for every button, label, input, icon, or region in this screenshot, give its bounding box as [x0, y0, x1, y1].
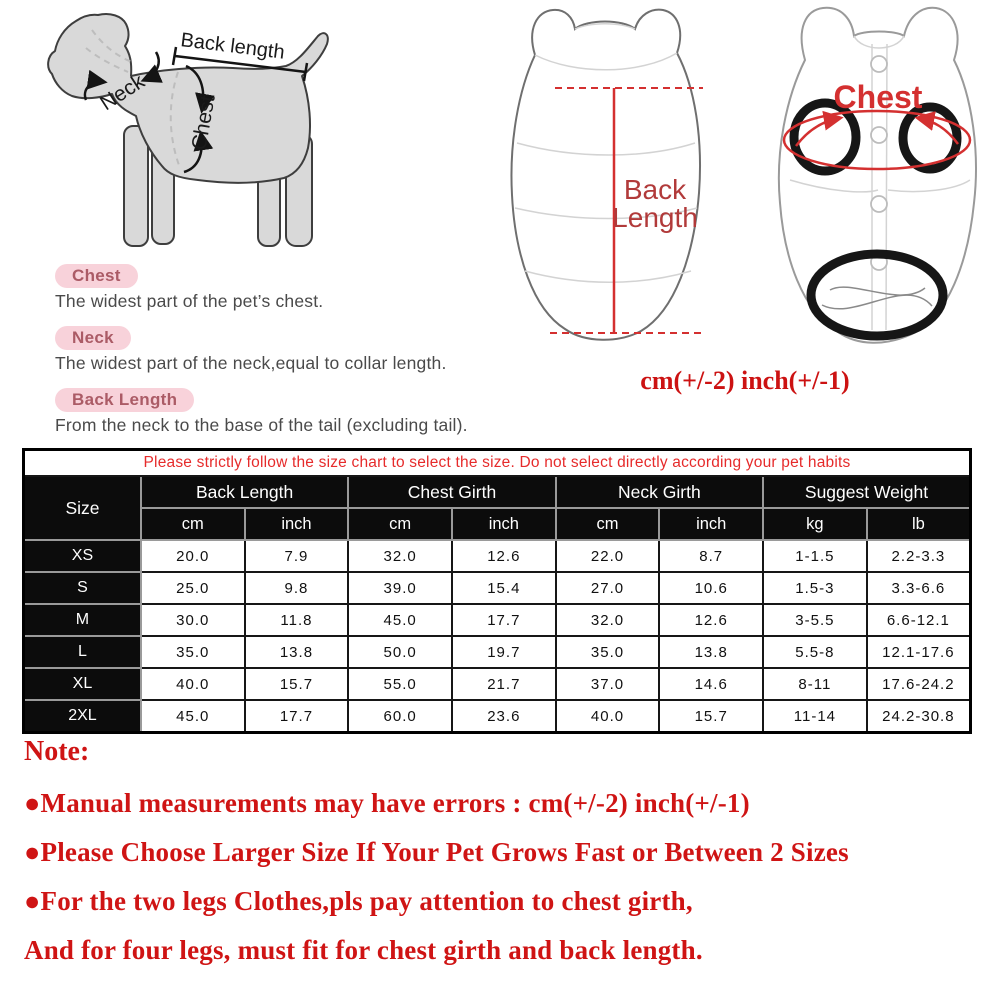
- value-cell: 40.0: [556, 700, 660, 733]
- value-cell: 60.0: [348, 700, 452, 733]
- unit-header: cm: [141, 508, 245, 540]
- vest-back-length-label-line1: Back: [623, 174, 687, 205]
- value-cell: 3-5.5: [763, 604, 867, 636]
- dog-neck-label: Neck: [96, 69, 149, 116]
- size-cell: 2XL: [24, 700, 141, 733]
- notes-section: [24, 736, 984, 964]
- table-row: [24, 636, 971, 668]
- size-cell: S: [24, 572, 141, 604]
- size-table-section: [22, 448, 972, 734]
- column-group-header: Back Length: [141, 476, 348, 508]
- notes-title: Note:: [24, 736, 90, 767]
- value-cell: 11.8: [245, 604, 349, 636]
- note-item: ●Please Choose Larger Size If Your Pet Grows Fast or Between 2 Sizes: [24, 837, 849, 867]
- unit-header-row: [24, 508, 971, 540]
- table-row: [24, 604, 971, 636]
- column-group-header: Neck Girth: [556, 476, 763, 508]
- table-row: [24, 668, 971, 700]
- unit-header: kg: [763, 508, 867, 540]
- unit-header: inch: [659, 508, 763, 540]
- value-cell: 15.4: [452, 572, 556, 604]
- value-cell: 2.2-3.3: [867, 540, 971, 572]
- unit-header: cm: [556, 508, 660, 540]
- value-cell: 8-11: [763, 668, 867, 700]
- value-cell: 12.1-17.6: [867, 636, 971, 668]
- table-row: [24, 540, 971, 572]
- value-cell: 8.7: [659, 540, 763, 572]
- note-item: And for four legs, must fit for chest girth and back length.: [24, 935, 703, 965]
- value-cell: 32.0: [348, 540, 452, 572]
- group-header-row: [24, 476, 971, 508]
- value-cell: 55.0: [348, 668, 452, 700]
- value-cell: 37.0: [556, 668, 660, 700]
- value-cell: 6.6-12.1: [867, 604, 971, 636]
- unit-header: inch: [452, 508, 556, 540]
- vest-front-view-diagram: [760, 0, 1000, 350]
- size-cell: XL: [24, 668, 141, 700]
- value-cell: 17.7: [245, 700, 349, 733]
- value-cell: 21.7: [452, 668, 556, 700]
- value-cell: 13.8: [245, 636, 349, 668]
- definition-neck: [55, 326, 485, 374]
- size-cell: M: [24, 604, 141, 636]
- tolerance-note: cm(+/-2) inch(+/-1): [640, 366, 850, 395]
- value-cell: 12.6: [659, 604, 763, 636]
- column-group-header: Chest Girth: [348, 476, 555, 508]
- value-cell: 45.0: [348, 604, 452, 636]
- back-length-term-pill: Back Length: [55, 388, 194, 412]
- value-cell: 39.0: [348, 572, 452, 604]
- dog-back-length-label: Back length: [179, 29, 286, 64]
- table-row: [24, 572, 971, 604]
- value-cell: 11-14: [763, 700, 867, 733]
- vest-back-length-label-line2: Length: [612, 202, 698, 233]
- chest-term-description: The widest part of the pet’s chest.: [55, 291, 324, 311]
- value-cell: 25.0: [141, 572, 245, 604]
- note-item: ●For the two legs Clothes,pls pay attention to chest girth,: [24, 886, 693, 916]
- value-cell: 35.0: [556, 636, 660, 668]
- value-cell: 45.0: [141, 700, 245, 733]
- value-cell: 15.7: [245, 668, 349, 700]
- value-cell: 7.9: [245, 540, 349, 572]
- size-column-header: Size: [24, 476, 141, 540]
- value-cell: 1-1.5: [763, 540, 867, 572]
- size-cell: L: [24, 636, 141, 668]
- value-cell: 17.7: [452, 604, 556, 636]
- value-cell: 40.0: [141, 668, 245, 700]
- vest-back-view-diagram: [495, 3, 715, 353]
- table-row: [24, 700, 971, 733]
- value-cell: 50.0: [348, 636, 452, 668]
- value-cell: 5.5-8: [763, 636, 867, 668]
- neck-term-pill: Neck: [55, 326, 131, 350]
- measurement-definitions: [55, 264, 485, 450]
- value-cell: 3.3-6.6: [867, 572, 971, 604]
- definition-back-length: [55, 388, 485, 436]
- value-cell: 15.7: [659, 700, 763, 733]
- value-cell: 1.5-3: [763, 572, 867, 604]
- value-cell: 20.0: [141, 540, 245, 572]
- value-cell: 19.7: [452, 636, 556, 668]
- notice-row: [24, 450, 971, 477]
- value-cell: 27.0: [556, 572, 660, 604]
- unit-header: cm: [348, 508, 452, 540]
- value-cell: 13.8: [659, 636, 763, 668]
- size-cell: XS: [24, 540, 141, 572]
- chest-term-pill: Chest: [55, 264, 138, 288]
- value-cell: 17.6-24.2: [867, 668, 971, 700]
- vest-chest-label: Chest: [833, 79, 923, 115]
- value-cell: 12.6: [452, 540, 556, 572]
- value-cell: 30.0: [141, 604, 245, 636]
- column-group-header: Suggest Weight: [763, 476, 970, 508]
- dog-chest-label: Chest: [187, 93, 220, 152]
- notes-items: [24, 789, 984, 964]
- dog-measurement-diagram: [28, 10, 368, 270]
- definition-chest: [55, 264, 485, 312]
- unit-header: lb: [867, 508, 971, 540]
- neck-term-description: The widest part of the neck,equal to collar length.: [55, 353, 447, 373]
- value-cell: 35.0: [141, 636, 245, 668]
- value-cell: 22.0: [556, 540, 660, 572]
- value-cell: 23.6: [452, 700, 556, 733]
- value-cell: 9.8: [245, 572, 349, 604]
- note-item: ●Manual measurements may have errors : cm(+/-2) inch(+/-1): [24, 788, 750, 818]
- size-chart-notice: Please strictly follow the size chart to select the size. Do not select directly according your pet habits: [24, 450, 971, 477]
- back-length-term-description: From the neck to the base of the tail (excluding tail).: [55, 415, 468, 435]
- size-table: [22, 448, 972, 734]
- value-cell: 32.0: [556, 604, 660, 636]
- value-cell: 10.6: [659, 572, 763, 604]
- value-cell: 24.2-30.8: [867, 700, 971, 733]
- value-cell: 14.6: [659, 668, 763, 700]
- unit-header: inch: [245, 508, 349, 540]
